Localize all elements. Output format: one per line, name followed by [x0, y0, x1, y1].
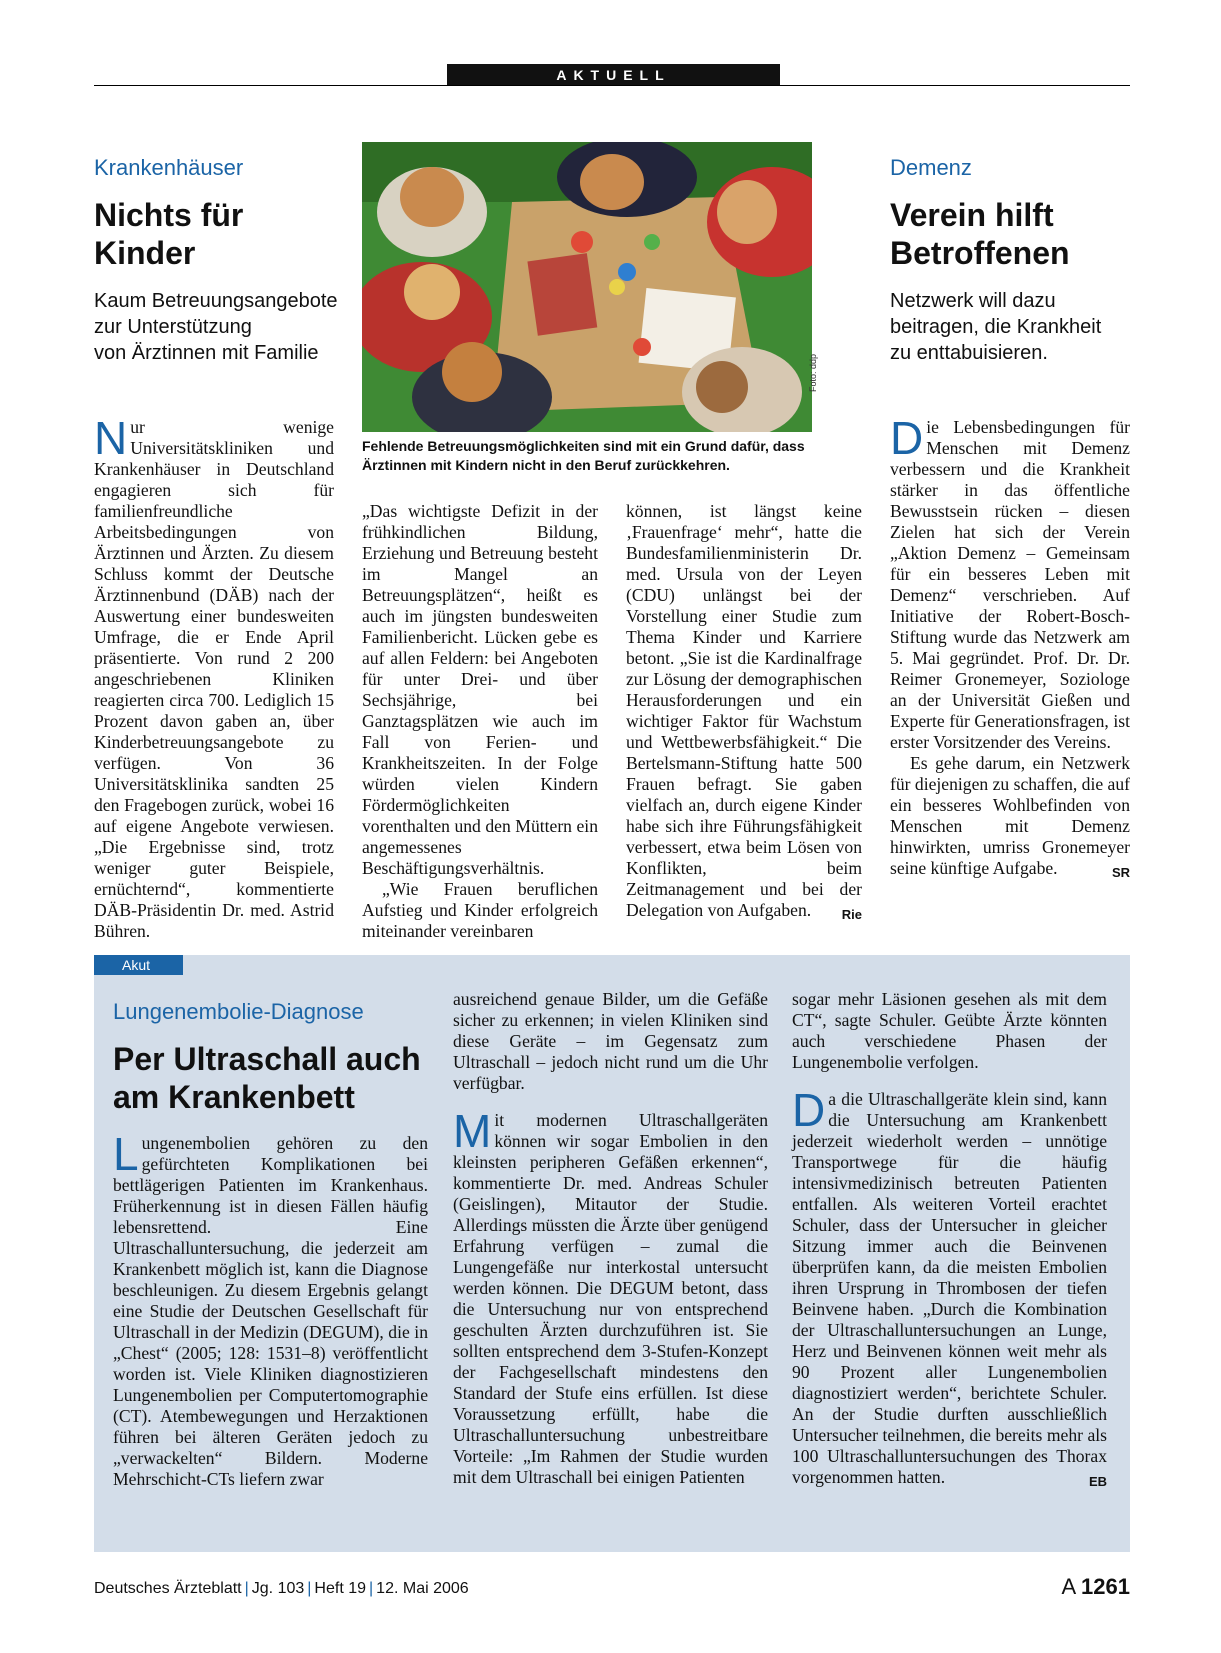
page-number	[1061, 1574, 1130, 1600]
right-deck-line2: beitragen, die Krankheit	[890, 316, 1102, 338]
footer-volume: Jg. 103	[251, 1580, 305, 1597]
left-deck-line1: Kaum Betreuungsangebote	[94, 290, 338, 312]
left-article-header	[94, 154, 344, 366]
page-prefix: A	[1061, 1574, 1075, 1599]
box-dropcap2: M	[453, 1105, 492, 1157]
box-col3	[792, 989, 1107, 1492]
left-kicker: Krankenhäuser	[94, 155, 244, 180]
box-col1	[113, 1128, 428, 1490]
right-p1: ie Lebensbedingungen für Menschen mit Demenz verbessern und die Krankheit stärker in das öffentliche Bewusstsein rücken – diesen Zielen hat sich der Verein „Aktion Demenz – Gemeinsam für ein besseres Leben mit Demenz“ verschrieben. Auf Initiative der Robert-Bosch-Stiftung wurde das Netzwerk am 5. Mai gegründet. Prof. Dr. Dr. Reimer Gronemeyer, Soziologe an der Universität Gießen und Experte für Generationsfragen, ist erster Vorsitzender des Vereins.	[890, 417, 1130, 752]
footer-issue: Heft 19	[314, 1580, 367, 1597]
left-col2-p2: „Wie Frauen beruflichen Aufstieg und Kinder erfolgreich miteinander vereinbaren	[362, 879, 598, 941]
box-headline-line1: Per Ultraschall auch	[113, 1041, 421, 1077]
left-article-col1	[94, 412, 334, 942]
left-article-col2	[362, 501, 598, 942]
top-rule	[94, 85, 1130, 86]
right-deck-line3: zu enttabuisieren.	[890, 342, 1048, 364]
box-col2	[453, 989, 768, 1488]
right-kicker: Demenz	[890, 155, 972, 180]
right-headline	[890, 196, 1130, 272]
section-label: AKTUELL	[447, 64, 780, 86]
right-article-header	[890, 154, 1130, 366]
right-deck-line1: Netzwerk will dazu	[890, 290, 1056, 312]
box-col3-bottom: a die Ultraschallgeräte klein sind, kann die Untersuchung am Krankenbett jederzeit wiederholt werden – unnötige Transportwege für die häufig intensivmedizinisch betreuten Patienten entfallen. Als weiteren Vorteil erachtet Schuler, dass der Untersucher in gleicher Sitzung immer auch die Beinvenen überprüfen kann, da die meisten Embolien ihren Ursprung in Thrombosen der tiefen Beinvene haben. „Durch die Kombination der Ultraschalluntersuchungen an Lunge, Herz und Beinvenen können weit mehr als 90 Prozent aller Lungenembolien diagnostiziert werden“, berichtete Schuler. An der Studie durften ausschließlich Untersucher teilnehmen, die bereits mehr als 100 Ultraschalluntersuchungen des Thorax vorgenommen hatten.	[792, 1089, 1107, 1487]
left-dropcap: N	[94, 412, 128, 464]
box-headline	[113, 1040, 433, 1116]
right-deck	[890, 288, 1130, 366]
left-headline-line2: Kinder	[94, 235, 196, 271]
box-col2-top: ausreichend genaue Bilder, um die Gefäße sicher zu erkennen; in vielen Kliniken sind diese Geräte – im Gegensatz zum Ultraschall – jedoch nicht rund um die Uhr verfügbar.	[453, 989, 768, 1093]
right-article-body	[890, 412, 1131, 883]
left-headline-line1: Nichts für	[94, 197, 244, 233]
left-headline	[94, 196, 344, 272]
right-signature: SR	[1111, 865, 1130, 880]
footer-journal: Deutsches Ärzteblatt	[94, 1580, 242, 1597]
children-photo	[362, 142, 812, 432]
left-article-col3	[626, 501, 862, 925]
page-number-value: 1261	[1081, 1574, 1130, 1599]
box-col1-text: ungenembolien gehören zu den gefürchteten Komplikationen bei bettlägerigen Patienten im Krankenhaus. Früherkennung ist in diesen Fällen häufig lebensrettend. Eine Ultraschalluntersuchung, die jederzeit am Krankenbett möglich ist, kann die Diagnose beschleunigen. Zu diesem Ergebnis gelangt eine Studie der Deutschen Gesellschaft für Ultraschall in der Medizin (DEGUM), die in „Chest“ (2005; 128: 1531–8) veröffentlicht worden ist. Viele Kliniken diagnostizieren Lungenembolien per Computertomographie (CT). Atembewegungen und Herzaktionen führen bei älteren Geräten jedoch zu „verwackelten“ Bildern. Moderne Mehrschicht-CTs liefern zwar	[113, 1133, 428, 1489]
right-headline-line2: Betroffenen	[890, 235, 1070, 271]
box-headline-line2: am Krankenbett	[113, 1079, 355, 1115]
footer-date: 12. Mai 2006	[376, 1580, 469, 1597]
box-col3-top: sogar mehr Läsionen gesehen als mit dem CT“, sagte Schuler. Geübte Ärzte könnten auch verschiedene Phasen der Lungenembolie verfolgen.	[792, 989, 1107, 1072]
left-deck-line2: zur Unterstützung	[94, 316, 252, 338]
akut-tag: Akut	[94, 955, 183, 975]
photo-caption: Fehlende Betreuungsmöglichkeiten sind mit ein Grund dafür, dass Ärztinnen mit Kindern nicht in den Beruf zurückkehren.	[362, 438, 805, 473]
left-col3-text: können, ist längst keine ‚Frauenfrage‘ mehr“, hatte die Bundesfamilienministerin Dr. med. Ursula von der Leyen (CDU) unlängst bei der Vorstellung einer Studie zum Thema Kinder und Karriere betont. „Sie ist die Kardinalfrage zur Lösung der demographischen Herausforderungen und ein wichtiger Faktor für Wachstum und Wettbewerbsfähigkeit.“ Die Bertelsmann-Stiftung hatte 500 Frauen befragt. Sie gaben vielfach an, durch eigene Kinder habe sich ihre Führungsfähigkeit verbessert, etwa beim Lösen von Konflikten, beim Zeitmanagement und bei der Delegation von Aufgaben.	[626, 501, 862, 920]
left-deck	[94, 288, 344, 366]
left-deck-line3: von Ärztinnen mit Familie	[94, 342, 319, 364]
box-dropcap1: L	[113, 1128, 139, 1180]
left-signature: Rie	[841, 907, 862, 922]
left-col2-p1: „Das wichtigste Defizit in der frühkindlichen Bildung, Erziehung und Betreuung besteht im Mangel an Betreuungsplätzen“, heißt es auch im jüngsten bundesweiten Familienbericht. Lücken gebe es auf allen Feldern: bei Angeboten für unter Drei- und über Sechsjährige, bei Ganztagsplätzen wie auch im Fall von Ferien- und Krankheitszeiten. In der Folge würden vielen Kindern Fördermöglichkeiten vorenthalten und den Müttern ein angemessenes Beschäftigungsverhältnis.	[362, 501, 598, 878]
right-p2: Es gehe darum, ein Netzwerk für diejenigen zu schaffen, die auf ein besseres Wohlbefinden von Menschen mit Demenz hinwirkten, umriss Gronemeyer seine künftige Aufgabe.	[890, 753, 1131, 878]
box-col2-bottom: it modernen Ultraschallgeräten können wir sogar Embolien in den kleinsten peripheren Gefäßen erkennen“, kommentierte Dr. med. Andreas Schuler (Geislingen), Mitautor der Studie. Allerdings müssten die Ärzte über genügend Erfahrung verfügen – zumal die Lungengefäße nur interkostal untersucht werden können. Die DEGUM betont, dass die Untersuchung nur von entsprechend geschulten Ärzten durchzuführen ist. Sie sollten entsprechend dem 3-Stufen-Konzept der Fachgesellschaft mindestens den Standard der Stufe eins erfüllen. Ist diese Voraussetzung erfüllt, habe die Ultraschalluntersuchung unbestreitbare Vorteile: „Im Rahmen der Studie wurden mit dem Ultraschall bei einigen Patienten	[453, 1110, 768, 1487]
footer-citation: Deutsches Ärzteblatt | Jg. 103 | Heft 19 | 12. Mai 2006	[94, 1580, 469, 1597]
box-kicker: Lungenembolie-Diagnose	[113, 999, 364, 1024]
left-col1-text: ur wenige Universitätskliniken und Krankenhäuser in Deutschland engagieren sich für familienfreundliche Arbeitsbedingungen von Ärztinnen und Ärzten. Zu diesem Schluss kommt der Deutsche Ärztinnenbund (DÄB) nach der Auswertung einer bundesweiten Umfrage, die er Ende April präsentierte. Von rund 2 200 angeschriebenen Kliniken reagierten circa 700. Lediglich 15 Prozent davon gaben an, über Kinderbetreuungsangebote zu verfügen. Von 36 Universitätsklinika sandten 25 den Fragebogen zurück, wobei 16 auf eigene Angebote verwiesen. „Die Ergebnisse sind, trotz weniger guter Beispiele, ernüchternd“, kommentierte DÄB-Präsidentin Dr. med. Astrid Bühren.	[94, 417, 334, 941]
right-headline-line1: Verein hilft	[890, 197, 1054, 233]
box-dropcap3: D	[792, 1084, 826, 1136]
box-signature: EB	[1088, 1474, 1107, 1489]
children-photo-illustration	[362, 142, 812, 432]
box-header	[113, 998, 433, 1116]
right-dropcap: D	[890, 412, 924, 464]
photo-credit: Foto: ddp	[808, 353, 818, 392]
